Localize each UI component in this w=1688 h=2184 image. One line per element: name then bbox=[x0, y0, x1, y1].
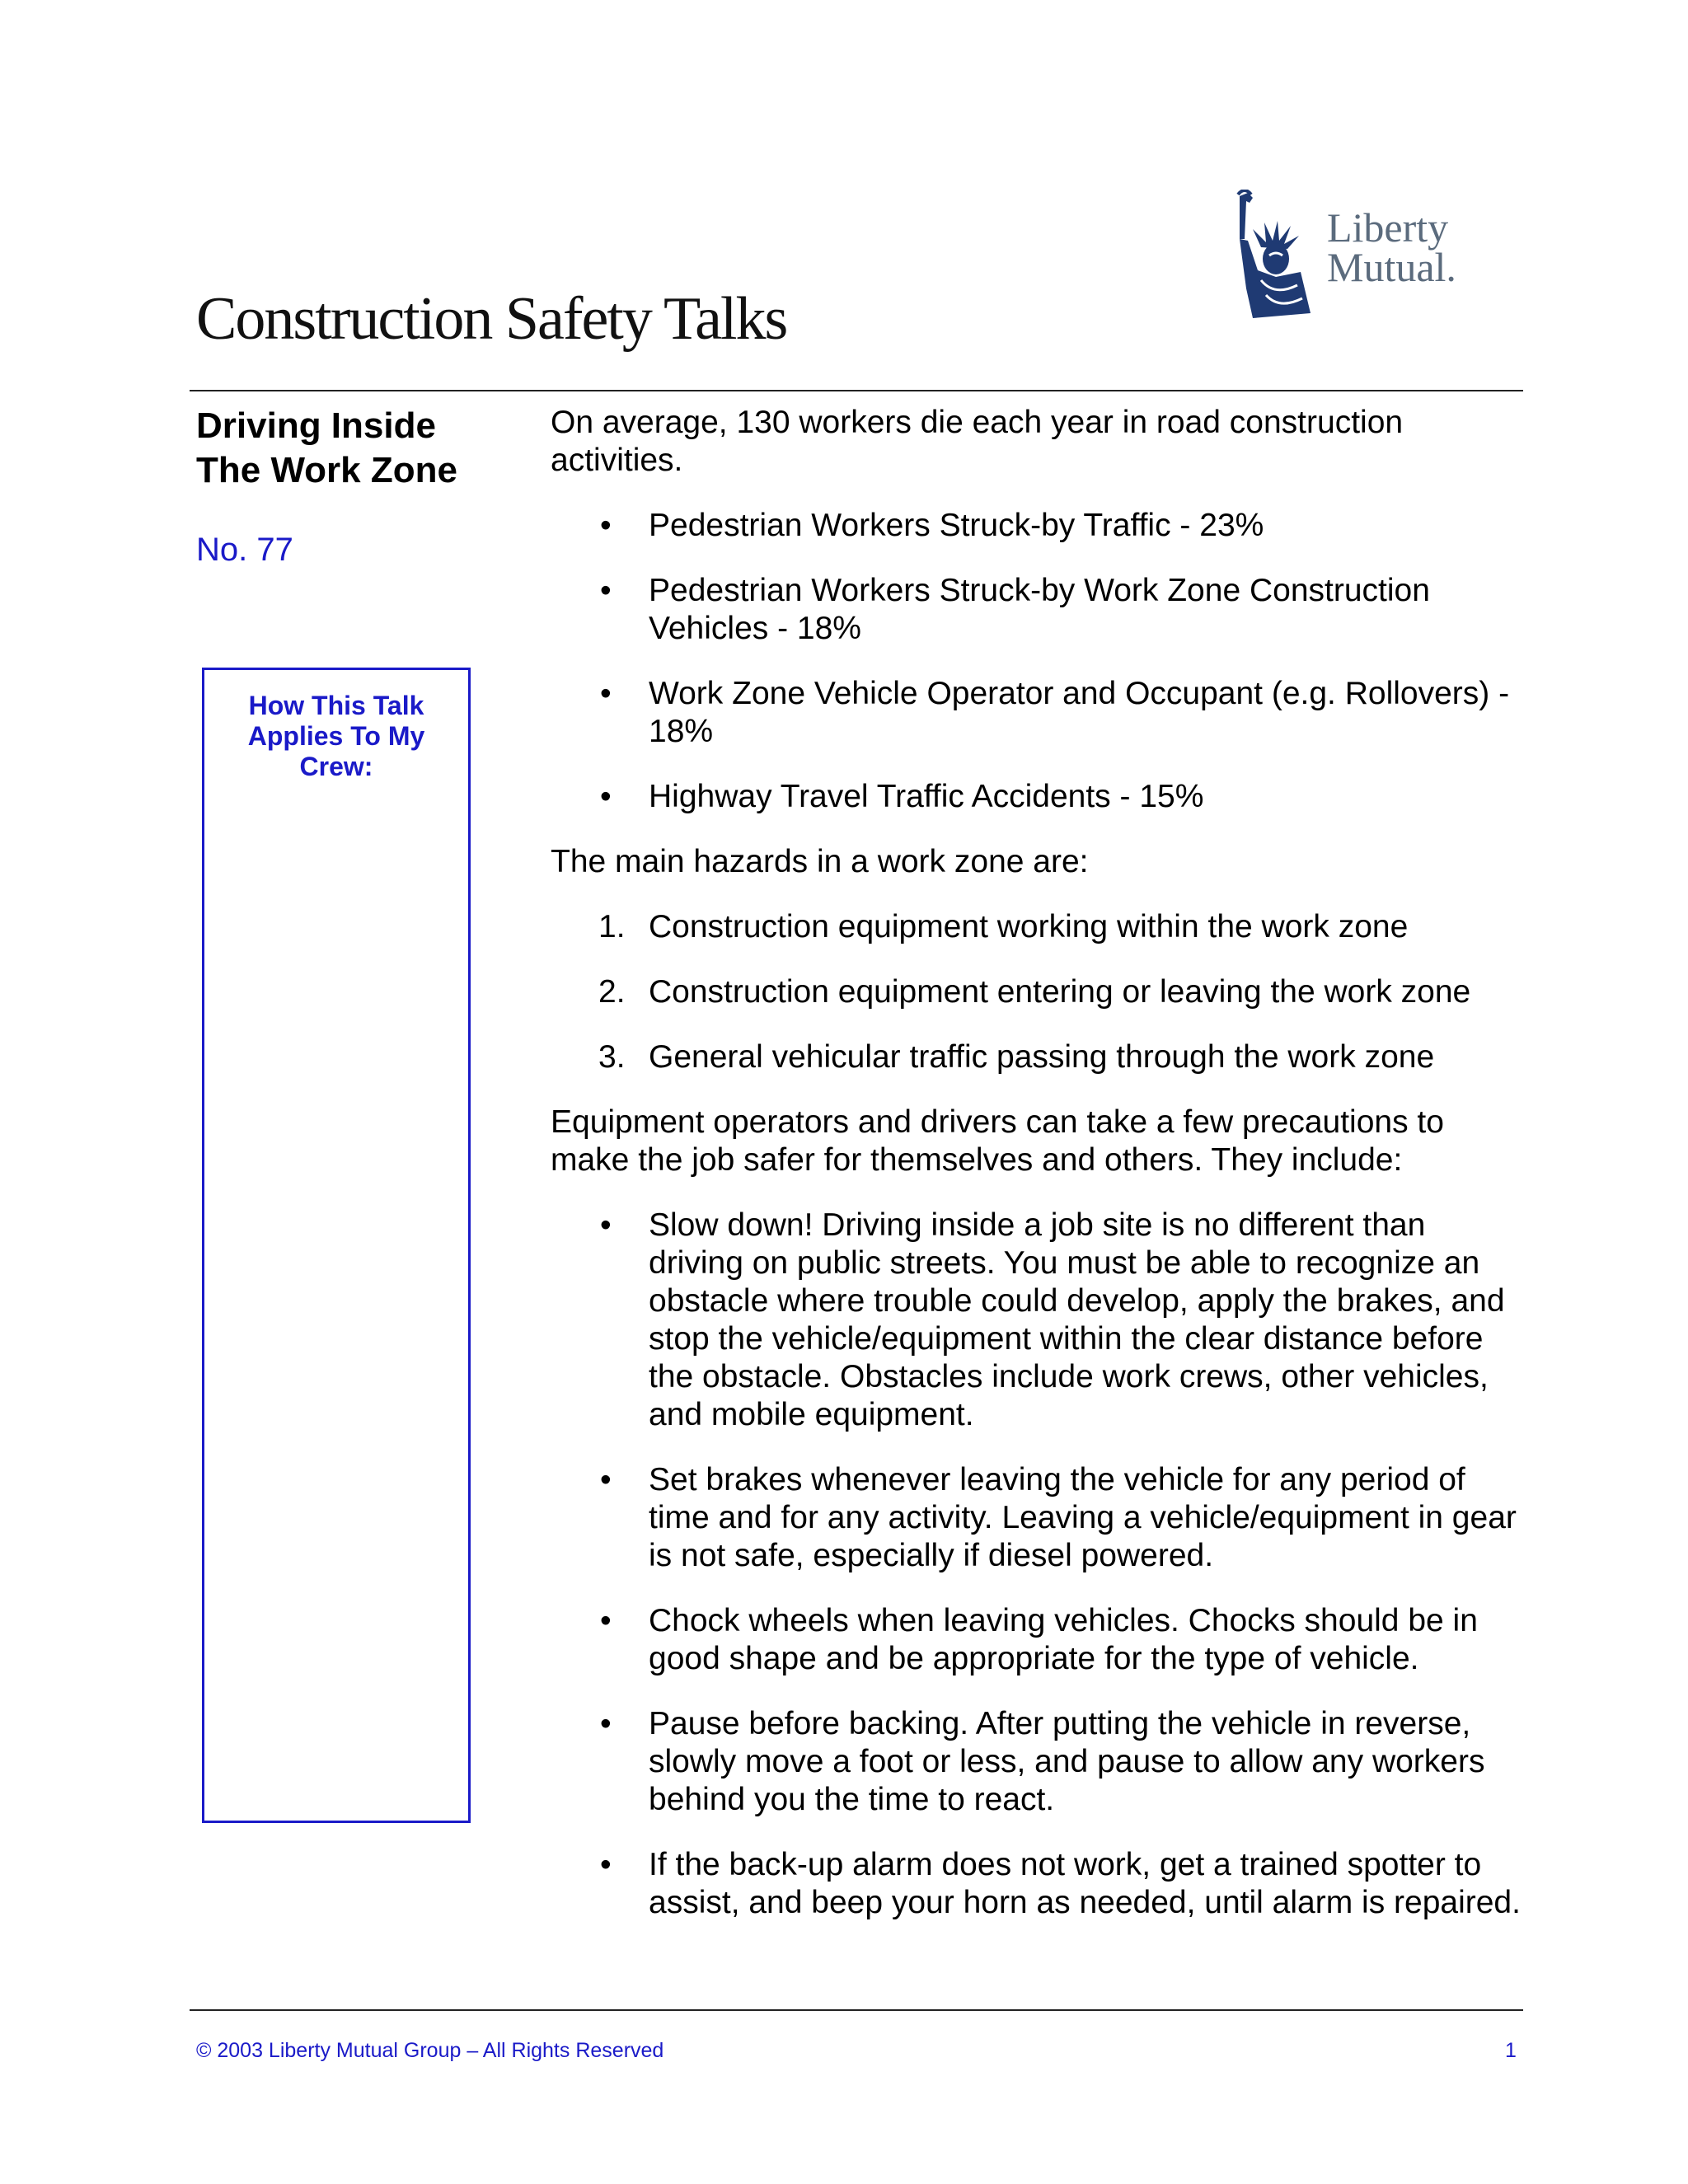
hazards-intro: The main hazards in a work zone are: bbox=[551, 844, 1089, 879]
bullet-marker: • bbox=[600, 1706, 612, 1741]
list-item bbox=[551, 908, 1523, 946]
number-marker: 1. bbox=[598, 909, 626, 944]
liberty-mutual-logo bbox=[1228, 190, 1500, 321]
list-item-text: Pause before backing. After putting the vehicle in reverse, slowly move a foot or less, and pause to allow any workers behind you the time to react. bbox=[649, 1706, 1485, 1817]
header-divider bbox=[190, 390, 1523, 391]
bullet-marker: • bbox=[600, 508, 612, 543]
list-item-text: Chock wheels when leaving vehicles. Chocks should be in good shape and be appropriate for the type of vehicle. bbox=[649, 1603, 1478, 1676]
list-item-text: Slow down! Driving inside a job site is no different than driving on public streets. You must be able to recognize an obstacle where trouble could develop, apply the brakes, and stop the vehicle/equipment within the clear distance before the obstacle. Obstacles include work crews, other vehicles, and mobile equipment. bbox=[649, 1207, 1505, 1432]
list-item bbox=[551, 1705, 1523, 1819]
list-item bbox=[551, 1602, 1523, 1678]
bullet-marker: • bbox=[600, 1847, 612, 1882]
talk-title-line-1: Driving Inside bbox=[196, 405, 436, 446]
talk-title bbox=[196, 404, 457, 493]
precautions-list bbox=[551, 1207, 1523, 1922]
list-item bbox=[551, 1038, 1523, 1076]
copyright-notice: © 2003 Liberty Mutual Group – All Rights Reserved bbox=[196, 2039, 664, 2062]
list-item bbox=[551, 675, 1523, 751]
crew-label-line-3: Crew: bbox=[299, 752, 373, 781]
list-item-text: Construction equipment working within the work zone bbox=[649, 909, 1409, 944]
crew-notes-box bbox=[202, 668, 471, 1823]
list-item-text: Work Zone Vehicle Operator and Occupant (e.g. Rollovers) - 18% bbox=[649, 676, 1510, 749]
list-item-text: Pedestrian Workers Struck-by Traffic - 23% bbox=[649, 508, 1264, 543]
bullet-marker: • bbox=[600, 1207, 612, 1243]
list-item-text: If the back-up alarm does not work, get a trained spotter to assist, and beep your horn as needed, until alarm is repaired. bbox=[649, 1847, 1521, 1920]
logo-line-2: Mutual. bbox=[1327, 244, 1456, 290]
statue-of-liberty-icon bbox=[1228, 190, 1323, 321]
talk-body bbox=[551, 404, 1523, 1949]
talk-number: No. 77 bbox=[196, 532, 293, 568]
statistics-list bbox=[551, 507, 1523, 816]
talk-title-line-2: The Work Zone bbox=[196, 450, 457, 490]
number-marker: 2. bbox=[598, 974, 626, 1010]
list-item bbox=[551, 1461, 1523, 1575]
list-item bbox=[551, 507, 1523, 545]
list-item-text: Highway Travel Traffic Accidents - 15% bbox=[649, 779, 1204, 814]
list-item bbox=[551, 1207, 1523, 1434]
hazards-list bbox=[551, 908, 1523, 1076]
list-item bbox=[551, 1846, 1523, 1922]
logo-line-1: Liberty bbox=[1327, 204, 1449, 251]
logo-wordmark bbox=[1327, 204, 1456, 290]
list-item-text: Construction equipment entering or leaving the work zone bbox=[649, 974, 1471, 1010]
list-item bbox=[551, 572, 1523, 648]
precautions-intro: Equipment operators and drivers can take a few precautions to make the job safer for themselves and others. They include: bbox=[551, 1104, 1444, 1178]
list-item bbox=[551, 973, 1523, 1011]
list-item-text: Pedestrian Workers Struck-by Work Zone Construction Vehicles - 18% bbox=[649, 573, 1430, 646]
list-item-text: Set brakes whenever leaving the vehicle for any period of time and for any activity. Leaving a vehicle/equipment in gear is not safe, especially if diesel powered. bbox=[649, 1462, 1517, 1573]
page-title: Construction Safety Talks bbox=[196, 285, 787, 353]
footer-divider bbox=[190, 2009, 1523, 2011]
page-number: 1 bbox=[1505, 2039, 1517, 2062]
crew-label-line-2: Applies To My bbox=[247, 721, 425, 751]
bullet-marker: • bbox=[600, 1603, 612, 1638]
list-item bbox=[551, 778, 1523, 816]
bullet-marker: • bbox=[600, 676, 612, 711]
bullet-marker: • bbox=[600, 1462, 612, 1497]
bullet-marker: • bbox=[600, 573, 612, 608]
number-marker: 3. bbox=[598, 1039, 626, 1075]
crew-label-line-1: How This Talk bbox=[248, 691, 424, 720]
intro-paragraph: On average, 130 workers die each year in road construction activities. bbox=[551, 405, 1404, 478]
bullet-marker: • bbox=[600, 779, 612, 814]
list-item-text: General vehicular traffic passing through the work zone bbox=[649, 1039, 1435, 1075]
crew-box-label bbox=[204, 691, 468, 782]
